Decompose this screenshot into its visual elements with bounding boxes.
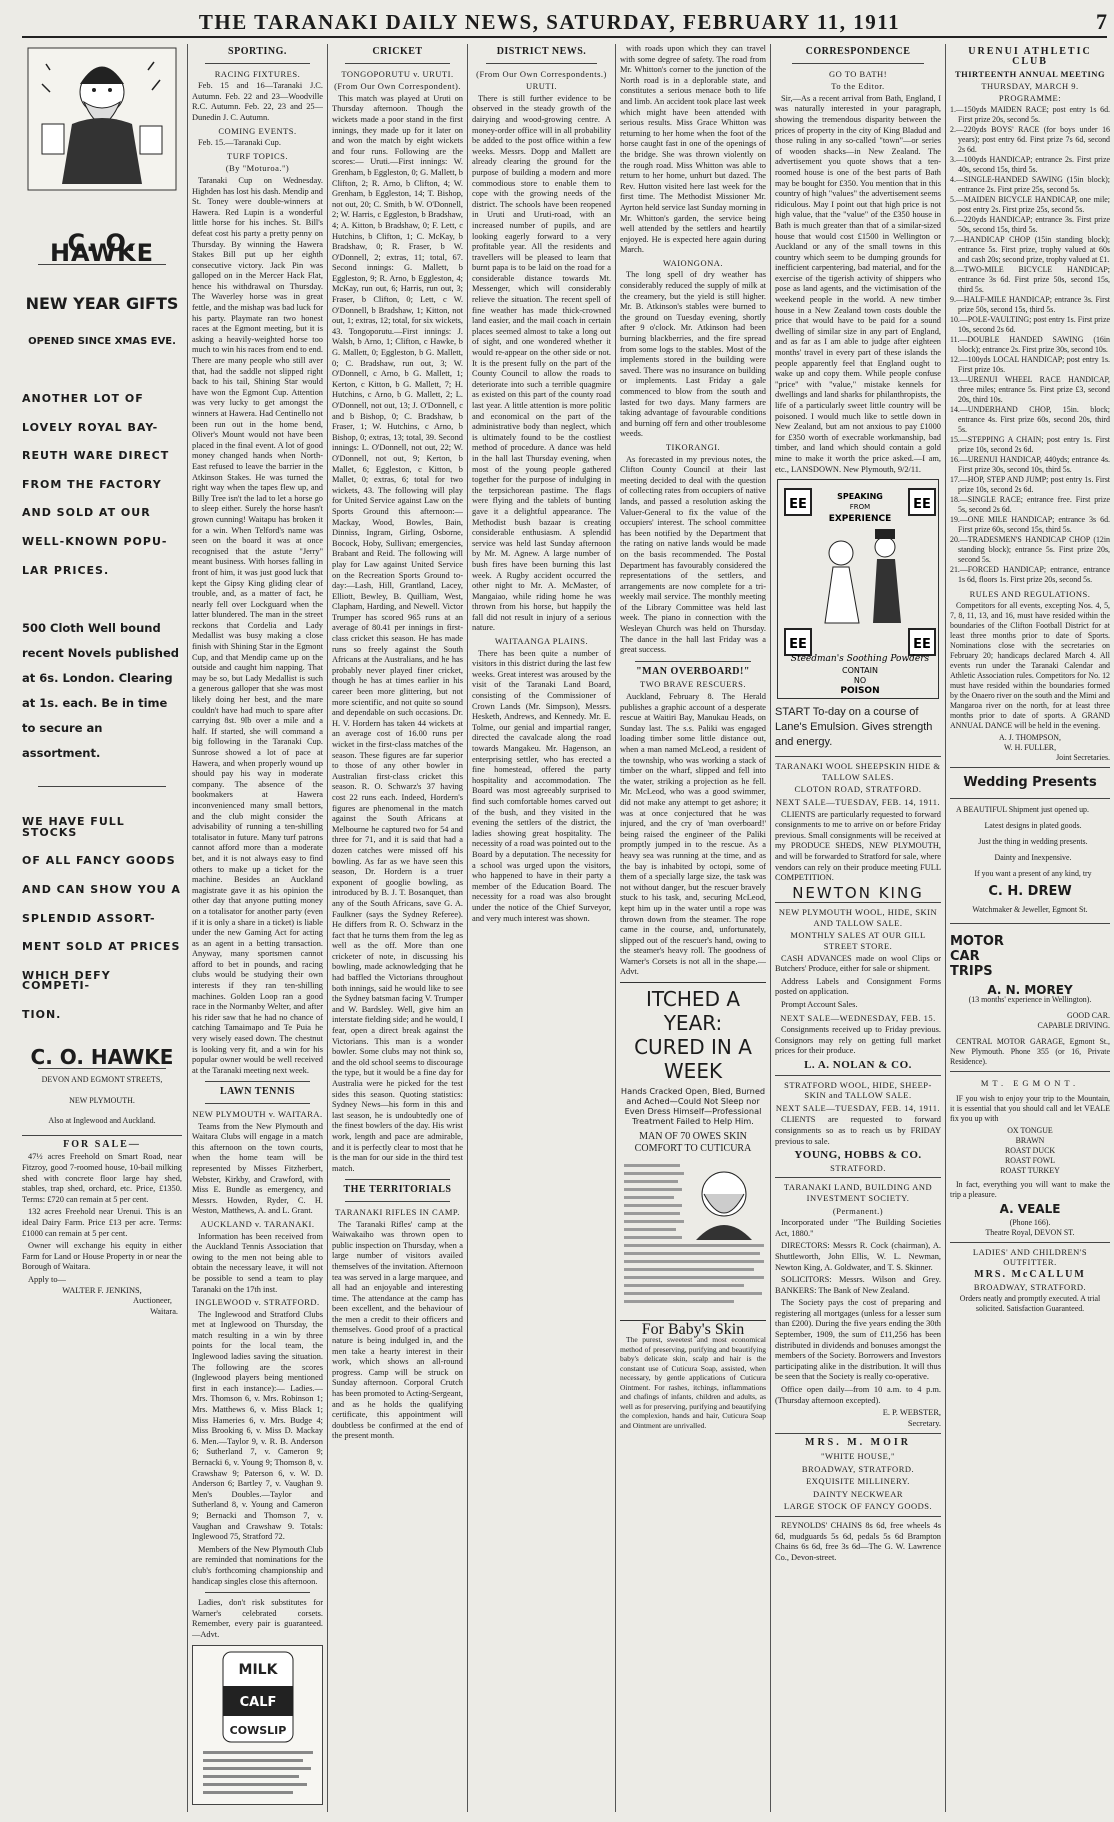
shop-name-footer: C. O. HAWKE <box>30 1045 174 1070</box>
no-text: NO <box>853 676 867 686</box>
stratford-sale-heading: STRATFORD WOOL, HIDE, SHEEP-SKIN and TALLOW SALE. <box>784 1079 932 1101</box>
divider <box>345 63 450 64</box>
egmont-text: IF you wish to enjoy your trip to the Mountain, it is essential that you should call and let VEALE fix you up with <box>950 1094 1110 1123</box>
ad-line: ANOTHER LOT OF <box>22 391 144 405</box>
prompt-sales: Prompt Account Sales. <box>781 1000 858 1010</box>
trips-word: TRIPS <box>950 964 993 979</box>
stock-line: AND CAN SHOW YOU A <box>22 882 181 896</box>
next-sale: NEXT SALE—TUESDAY, FEB. 14, 1911. <box>775 1102 941 1113</box>
directors: DIRECTORS: Messrs R. Cock (chairman), A. Shuttleworth, John Ellis, W. L. Newman, Newton King, A. Goldwater, and T. S. Skinner. <box>775 1241 941 1272</box>
next-sale: NEXT SALE—WEDNESDAY, FEB. 15. <box>780 1012 936 1023</box>
continued-text: with roads upon which they can travel with some degree of safety. The road from Mr. Whitton's corner to the junction of the North road is in a deplorable state, and constitutes a serious menace both to life and limb. An accident took place last week which might have been attended with serious results. Miss Grace Whitton was returning to her home when the foot of the horse caught fast in one of the openings of the bridge. She was thrown violently on the rough road. Miss Whitton was able to return to her home, unhurt but dazed. The Rev. Hutton visited here last week for the first time. The Methodist Missioner Mr. Ayrton held service last Sunday morning in Mr. Whitton's garden, the service being well attended by the settlers and heartily enjoyed. He is expected here again during March. <box>620 44 766 255</box>
divider <box>345 1201 450 1202</box>
column-correspondence <box>775 44 941 1812</box>
rules-heading: RULES AND REGULATIONS. <box>969 589 1091 599</box>
menu-item: BRAWN <box>1015 1136 1045 1145</box>
cricket-match-heading: TONGOPORUTU v. URUTI. <box>341 68 454 79</box>
shipment-text: A BEAUTIFUL Shipment just opened up. <box>956 805 1089 814</box>
address-labels: Address Labels and Consignment Forms posted on application. <box>775 976 941 997</box>
turf-topics-heading: TURF TOPICS. <box>227 150 288 161</box>
divider <box>775 1075 941 1076</box>
event-item: 9.—HALF-MILE HANDICAP; entrance 3s. First prize 50s, second 15s, third 5s. <box>950 295 1110 314</box>
cowslip-word: CALF <box>239 1694 277 1710</box>
column-rule <box>327 44 328 1812</box>
event-item: 14.—UNDERHAND CHOP, 15in. block; entrance 4s. First prize 60s, second 20s, third 5s. <box>950 405 1110 434</box>
waitaanga-heading: WAITAANGA PLAINS. <box>494 636 589 647</box>
menu-item: ROAST FOWL <box>1004 1156 1056 1165</box>
shop-town: NEW PLYMOUTH. <box>69 1095 135 1105</box>
svg-text:EE: EE <box>789 497 807 513</box>
event-item: 21.—FORCED HANDICAP; entrance, entrance 1s 6d, floors 1s. First prize 20s, second 5s. <box>950 565 1110 584</box>
event-item: 11.—DOUBLE HANDED SAWING (16in block); entrance 2s. First prize 30s, second 10s. <box>950 335 1110 354</box>
bath-heading: GO TO BATH! <box>828 68 888 79</box>
territorials-text: The Taranaki Rifles' camp at the Waiwakaiho was thrown open to public inspection on Thursday, when a large number of visitors availed themselves of the invitation. Afternoon tea was served in a large marquee, and all had an enjoyable and interesting time. The attendance at the camp has been excellent, and the behaviour of the men a credit to their officers and themselves. Good proof of a practical nature is being indulged in, and the men take a hearty interest in their work, which shows an all-round progress. Camp will be struck on Sunday afternoon. Corporal Crutch has been promoted to Acting-Sergeant, and as he holds the qualifying certificate, this appointment will doubtless be confirmed at the end of the present month. <box>332 1219 463 1441</box>
fixtures-text: Feb. 15 and 16—Taranaki J.C. Autumn. Feb. 22 and 23—Woodville R.C. Autumn. Feb. 22, 23 and 25—Dunedin J. C. Autumn. <box>192 81 323 122</box>
column-district-news <box>472 44 611 1812</box>
poison-text: POISON <box>840 686 880 696</box>
rescuers-heading: TWO BRAVE RESCUERS. <box>640 679 746 690</box>
mccallum-name: MRS. McCALLUM <box>974 1269 1086 1280</box>
tennis-text: The Inglewood and Stratford Clubs met at Inglewood on Thursday, the match resulting in a win by three points for the local team, the Inglewood ladies saving the situation. The following are the scores (Inglewood players being mentioned first in each instance):— Ladies.—Mrs. Thomson 6, v. Mrs. Robinson 1; Mrs. Matthews 6, v. Miss Black 1; Miss Hameries 6, v. Mrs. Budge 4; Miss Brooking 6, v. Miss D. Mackay 6. Men.—Taylor 9, v. R. B. Anderson 6; Sutherland 7, v. Cameron 9; Bernacki 6, v. Young 9; Thomson 8, v. Crawshaw 9; Paterson 6, v. W. D. Anderson 6; Bartley 7, v. Vaughan 9. Men's Doubles.—Taylor and Sutherland 8, v. Young and Cameron 9; Bernacki and Thomson 7, v. Vaughan and Crawshaw 9. Totals: Inglewood 75, Stratford 72. <box>192 1309 323 1542</box>
young-hobbs-town: STRATFORD. <box>830 1162 886 1173</box>
annual-meeting: THIRTEENTH ANNUAL MEETING <box>954 69 1106 79</box>
permanent: (Permanent.) <box>832 1205 884 1216</box>
divider <box>792 63 925 64</box>
novels-text: 500 Cloth Well bound recent Novels published at 6s. London. Clearing at 1s. each. Be in time to secure an assortment. <box>22 621 179 761</box>
joint-secretaries: Joint Secretaries. <box>1056 753 1110 762</box>
stock-line: WHICH DEFY COMPETI- <box>22 968 111 993</box>
secretary-name: E. P. WEBSTER, <box>882 1408 941 1418</box>
trip-text: In fact, everything you will want to make the trip a pleasure. <box>950 1180 1110 1199</box>
divider <box>775 1177 941 1178</box>
wedding-presents-heading: Wedding Presents <box>963 775 1097 790</box>
corset-advert: Ladies, don't risk substitutes for Warner's celebrated corsets. Remember, every pair is guaranteed.—Advt. <box>192 1598 323 1639</box>
ad-line: AND SOLD AT OUR <box>22 506 151 520</box>
new-year-gifts-heading: NEW YEAR GIFTS <box>25 293 179 313</box>
uruti-text: There is still further evidence to be observed in the steady growth of the dairying and wood-growing centre. A money-order office will in all probability be added to the post office within a few weeks. Messrs. Dopp and Mallett are already clearing the ground for the purpose of building a modern and more commodious store to enable them to cope with the growing needs of the district. The schools have been reopened in Uruti and Uruti-road, with an increased number of pupils, and are looking eagerly forward to a very profitable year. All the residents and travellers will be pleased to learn that burnt papa is to be laid on the road for a considerable distance towards Mt. Messenger, which will considerably relieve the situation. The recent spell of fine weather has made thick-crowned land easier, and the mail coach in certain places seemed almost to take a long out of sight, and one wondered whether it would re-appear on the other side or not. It is the present fully on the part of the County Council to allow the roads to deteriorate into such a terrible quagmire as existed on this part of the county road last year. A little attention is more politic and economical on the part of the administrative body than neglect, which is ultimately found to be the costliest method of procedure. A dance was held in the hall last Thursday evening, when most of the young people gathered together for the purpose of indulging in the terpsichorean pastime. The flags were flying and the tablets of bunting gave it a delightful appearance. The Methodist bush bazaar is creating considerable enthusiasm. A splendid service was held last Sunday afternoon by Mr. M. Agnew. A large number of bush fires have been burning this last week. A Rugby accident occurred the other night to Mr. A. McMaster, of Mangaiao, while riding home he was thrown from his horse, but happily the fall did not result in injury of a serious nature. <box>472 93 611 633</box>
divider <box>205 63 310 64</box>
column-rule <box>467 44 468 1812</box>
ad-line: FROM THE FACTORY <box>22 477 162 491</box>
tennis-match-heading: NEW PLYMOUTH v. WAITARA. <box>192 1109 323 1119</box>
event-item: 4.—SINGLE-HANDED SAWING (15in block); entrance 2s. First prize 25s, second 5s. <box>950 175 1110 194</box>
column-hawke-ad <box>22 44 182 1812</box>
shop-name: C. O. HAWKE <box>49 228 155 268</box>
event-item: 12.—100yds LOCAL HANDICAP; post entry 1s. First prize 10s. <box>950 355 1110 374</box>
incorporated: Incorporated under "The Building Societies Act, 1880." <box>775 1218 941 1238</box>
opened-since-xmas: OPENED SINCE XMAS EVE. <box>28 336 176 348</box>
office-hours: Office open daily—from 10 a.m. to 4 p.m. (Thursday afternoon excepted). <box>775 1385 941 1405</box>
young-hobbs-name: YOUNG, HOBBS & CO. <box>794 1149 922 1162</box>
coming-events-text: Feb. 15.—Taranaki Cup. <box>198 138 281 148</box>
cowslip-calf-milk-advert <box>192 1645 323 1805</box>
divider <box>775 756 941 757</box>
steedman-illustration <box>781 483 939 695</box>
just-the-thing: Just the thing in wedding presents. <box>978 837 1088 846</box>
overboard-text: Auckland, February 8. The Herald publishes a graphic account of a desperate rescue at Waitiri Bay, Manukau Heads, on Sunday last. The s.s. Paliki was engaged loading timber some little distance out, when a man named McLeod, a resident of the township, who was working a stack of timber on the wharf, slipped and fell into the water, striking a projection as he fell. Mr. McLeod, who was a good swimmer, did not make any attempt to get ashore; it was at once conjectured that he was injured, and the cry of 'man overboard!' being raised the engineer of the Paliki promptly jumped in to the rescue. As a heavy sea was running at the time, and as the bay is inhabited by octopi, some of them of a specially large size, the task was not without danger, but the rescuer bravely stuck to his task, and, securing McLeod, kept him up in the water until a rope was thrown down from the steamer. The rope came in the course, and, unfortunately, slipped out of the rescuer's hand, owing to the steamer's heavy roll. The goodness of Warner's Corsets is not all in the shape.—Advt. <box>620 692 766 977</box>
waitaanga-text: There has been quite a number of visitors in this district during the last few weeks. Great interest was aroused by the visit of the Taranaki Land Board, consisting of the Commissioner of Crown Lands (Mr. Simpson), Messrs. Hesketh, Andrews, and Kennedy. Mr. E. Tolme, our genial and impartial ranger, directed the cavalcade along the road towards Mangakeu. Mr. Hagenson, an enterprising settler, who has erected a fine homestead, offered the party hospitality and accommodation. The Board was most agreeably surprised to find such comfortable homes carved out of the bush, and they visited in the evening the settlers of the district, the ladies showing great hospitality. The necessity of a road was pointed out to the Board by a deputation. The necessity for a school was urged upon the visitors, who happened to have in their party a member of the Education Board. The necessity for a road was also brought under the notice of the Chief Surveyor, and very much interest was shown. <box>472 648 611 923</box>
waiongona-heading: WAIONGONA. <box>662 257 723 268</box>
itched-heading: ITCHED A YEAR: <box>645 987 741 1036</box>
want-present: If you want a present of any kind, try <box>974 869 1092 878</box>
next-sale: NEXT SALE—TUESDAY, FEB. 14, 1911. <box>775 796 941 807</box>
for-sale-text: 47½ acres Freehold on Smart Road, near Fitzroy, good 7-roomed house, 10-bail milking shed with concrete floor large hay shed, stables, trap shed, orchard, etc. Price, £1350. Terms: £720 can remain at 5 per cent. <box>22 1152 182 1204</box>
menu-item: OX TONGUE <box>1007 1126 1053 1135</box>
building-society-heading: TARANAKI LAND, BUILDING AND INVESTMENT SOCIETY. <box>783 1182 933 1203</box>
divider <box>635 661 752 662</box>
tennis-text: Information has been received from the Auckland Tennis Association that owing to the men not being able to obtain the necessary leave, it will not be possible to send a team to play Taranaki on the 17th inst. <box>192 1231 323 1294</box>
to-editor: To the Editor. <box>831 81 885 92</box>
fancy-goods: LARGE STOCK OF FANCY GOODS. <box>783 1501 933 1512</box>
cowslip-brand: COWSLIP <box>229 1723 287 1737</box>
for-sale-text: Owner will exchange his equity in either Farm for Land or House Property in or near the Borough of Waitara. <box>22 1241 182 1272</box>
car-word: CAR <box>950 949 980 964</box>
stock-line: WE HAVE FULL STOCKS <box>22 815 125 839</box>
cured-heading: CURED IN A WEEK <box>634 1035 752 1084</box>
latest-designs: Latest designs in plated goods. <box>984 821 1082 830</box>
reynolds-advert: REYNOLDS' CHAINS 8s 6d, free wheels 4s 6d, mudguards 5s 6d, pedals 5s 6d Brampton Chains 6s 6d, free 3s 6d—The G. W. Lawrence Co., Devon-street. <box>775 1520 941 1562</box>
nk-sale-heading: NEW PLYMOUTH WOOL, HIDE, SKIN AND TALLOW SALE. <box>778 907 938 928</box>
cricket-heading: CRICKET <box>372 46 423 57</box>
motor-word: MOTOR <box>950 934 1004 949</box>
stock-line: SPLENDID ASSORT- <box>22 911 156 925</box>
column-news-cuticura <box>620 44 766 1812</box>
secretary-title: Secretary. <box>907 1418 941 1428</box>
event-item: 19.—ONE MILE HANDICAP; entrance 3s 6d. First prize 60s, second 15s, third 5s. <box>950 515 1110 534</box>
waiongona-text: The long spell of dry weather has considerably reduced the supply of milk at the creamery, but the yield is still higher. Mr. B. Atkinson's stables were burned to the ground on Tuesday evening, shortly after 9 o'clock. Mr. Atkinson had been burning blackberries, and the fire spread from some logs to the stables. Most of the implements stored in the building were saved. There was no insurance on building or implements. Last Friday a gale commenced to blow from the south and lasted for two days. Many farmers are taking advantage of favourable conditions and burning off fern and other troublesome weeds. <box>620 270 766 439</box>
event-item: 1.—150yds MAIDEN RACE; post entry 1s 6d. First prize 20s, second 5s. <box>950 105 1110 124</box>
column-rule <box>945 44 946 1812</box>
newton-king-name: NEWTON KING <box>792 883 924 902</box>
contain-text: CONTAIN <box>842 666 878 676</box>
garage-text: CENTRAL MOTOR GARAGE, Egmont St., New Plymouth. Phone 355 (or 16, Private Residence). <box>950 1037 1110 1066</box>
svg-text:EE: EE <box>913 637 931 653</box>
for-sale-text: 132 acres Freehold near Urenui. This is an ideal Dairy Farm. Price £13 per acre. Terms: £1000 can remain at 5 per cent. <box>22 1207 182 1238</box>
divider <box>38 786 166 787</box>
event-item: 20.—TRADESMEN'S HANDICAP CHOP (12in standing block); entrance 5s. First prize 20s, second 5s. <box>950 535 1110 564</box>
baby-skin-heading: For Baby's Skin <box>620 1320 766 1336</box>
stock-line: MENT SOLD AT PRICES <box>22 940 181 954</box>
ad-line: LAR PRICES. <box>22 563 110 577</box>
uruti-heading: URUTI. <box>525 81 558 92</box>
letter-text: Sir,—As a recent arrival from Bath, England, I was naturally interested in your paragraph, showing the tremendous disparity between the prices of property in the city of King Bladud and those ruling in any so-called "town"—or series of wooden shacks—in New Zealand. The advertisement you quote shows that a ten-roomed house is one of the best parts of Bath may be bought for £350. You mention that in this country of high "values" the advertisement seems ridiculous. May I point out that high price is not high value, that the "value" of the £350 house in Bath is much greater than that of a similar-sized house that would cost £1500 in Wellington or Auckland or any of the small towns in this country which seem to be dumping grounds for inefficient carpentering, bad material, and for the exercise of the tigerish activity of shippers who pose as land agents, and the victimisation of the weekend people in the world. A new timber house in a New Zealand town costs double the price that would have to be paid for a sound dwelling of similar size in any part of England, and as far as I am able to judge after eighteen months' travel in every part of these islands the people apparently feel that England ought to wake up and copy them. While people confuse "price" with "value," mistake kennels for dwellings and land sharks for philanthropists, the life of a particularly sweet little country will be poisoned. I would much like to settle down in New Zealand, but am not anxious to pay £1000 for £350 worth of execrable workmanship, bad timber, and land which should contain a gold mine to make it worth the price asked.—I am, etc., LANSDOWN. New Plymouth, 9/2/11. <box>775 93 941 474</box>
cricket-text: This match was played at Uruti on Thursday afternoon. Though the wickets made a poor stand in the first innings, they made up for it later on and won the match by eight wickets and four runs. Following are the scores:— Uruti.—First innings: W. Grenham, b Eggleston, 0; G. Mallett, b Clifton, 2; R. Arno, b Clifton, 4; W. Grenham, b Eggleston, 14; T. Bishop, not out, 20; C. Smith, b W. O'Donnell, 2; W. Harris, c Eggleston, b Bradshaw, 4; A. Kitton, b Bradshaw, 0; F. Lett, c Hutchins, b Clifton, 1; C. McKay, b Bradshaw, 0; R. Fraser, b W. O'Donnell, 2; extras, 11; total, 67. Second innings: G. Mallett, b Eggleston, 9; R. Arno, b Eggleston, 4; McKay, run out, 6; Harris, run out, 3; Fraser, b Clifton, 0; Lett, c W. O'Donnell, b Bradshaw, 1; Kitton, not out, 1; extras, 12; total, for six wickets, 43. Tongoporutu.—First innings: J. Walsh, b Arno, 1; Clifton, c Hawke, b G. Mallett, 0; Eggleston, b G. Mallett, 0; C. Bradshaw, run out, 3; W. O'Donnell, c Arno, b G. Mallett, 1; Kerton, c Kitton, b G. Mallett, 7; H. Hutchins, c Arno, b G. Mallett, 2; L. O'Donnell, not out, 13; J. O'Donnell, c and b Bishop, 0; C. Bradshaw, b Fraser, 1; W. Hutchins, c Arno, b Bishop, 0; extras, 13; total, 39. Second innings: L. O'Donnell, not out, 22; W. O'Donnell, not out, 9; Kerton, b Mallet, 6; Eggleston, c Kitton, b Mallet, 0; extras, 6; total for two wickets, 43. The following will play for United Service against Law on the Sports Ground this afternoon:—Mackay, Wood, Bowles, Bain, Dinniss, Ingram, Girling, Osborne, Bocock, Hoby, Sullivan; emergencies, Brabant and Reid. The following will play for Law against United Service on the Recreation Sports Ground to-day:—Lash, Hill, Grantland, Lacey, Elliott, Bewley, B. Quilliam, West, Clapham, Harding, and Newell. Victor Trumper has scored 965 runs at an average of 80.41 per innings in first-class cricket this season. He has made runs so freely against the South Africans at the Australians, and he has probably never played finer cricket, though he has at times earlier in his career been more glittering, but not more scientific, and not quite so sound and dependable on such occasions. Dr. H. V. Hordern has taken 44 wickets at an average cost of 16.00 runs per wicket in the first-class matches of the season. These figures are far superior to those of any other bowler in Australian first-class cricket this season. R. O. Schwarz's 37 having cost 22 runs each. Indeed, Hordern's figures are phenomenal in the match against the South Africans at Melbourne he captured two for 54 and three for 71, and it is said that had a dozen catches were missed off his bowling. As far as we have seen this season, Dr. Hordern is a truer exponent of googlie bowling, as introduced by B. J. T. Bosanquet, than any of the South Africans, save G. A. Faulkner (says the Sydney Referee). He differs from R. O. Schwarz in the fact that he turns them from the leg as well as the off. More than one cricketer of note, in discussing his bowling, made acknowledging that he had baffled the Victorians throughout both innings, said he would like to see the Sydney batsman facing V. Trumper and W. Bardsley. Well, give him an interstate fielding side; and he would, I fear, open a direct break against the Victorians. This man is a wonder bowler. Some clubs may not think so, and the old school seems to discourage the type, but it would be a fine day for Australia were he picked for the test sides this season. Quoting statistics: Sydney News—his form in this and last season, he is undoubtedly one of the finest bowlers of the day. His wrist work, length and pace are admirable, and it is perfectly clear to most that he is the man for our side in the third test match. <box>332 93 463 1173</box>
consignments-text: Consignments received up to Friday previous. Consignors may rely on getting full market prices for their produce. <box>775 1025 941 1056</box>
speaking-text: SPEAKING <box>837 492 883 502</box>
capable-driving: CAPABLE DRIVING. <box>1037 1021 1110 1030</box>
racing-fixtures-heading: RACING FIXTURES. <box>214 68 301 79</box>
moir-name: MRS. M. MOIR <box>805 1437 911 1449</box>
event-item: 18.—SINGLE RACE; entrance free. First prize 5s, second 2s 6d. <box>950 495 1110 514</box>
baby-skin-text: The purest, sweetest and most economical method of preserving, purifying and beautifying baby's delicate skin, scalp and hair is the constant use of Cuticura Soap, assisted, when necessary, by gentle applications of Cuticura Ointment. For rashes, itchings, inflammations and chafings of infants, children and adults, as well as for preserving, purifying and beautifying the complexion, hands and hair, Cuticura Soap and Ointment are unrivalled. <box>620 1335 766 1430</box>
event-item: 17.—HOP, STEP AND JUMP; post entry 1s. First prize 10s, second 2s 6d. <box>950 475 1110 494</box>
correspondence-heading: CORRESPONDENCE <box>805 46 911 57</box>
divider <box>950 798 1110 799</box>
clients-text: CLIENTS are particularly requested to forward consignments to me to arrive on or before Friday previous. Small consignments will be received at my PRODUCE SHEDS, NEW PLYMOUTH, and will be forwarded to Stratford for sale, where vendors can rely on their produce meeting FULL COMPETITION. <box>775 809 941 883</box>
secretary-name: W. H. FULLER, <box>1003 743 1057 752</box>
father-christmas-illustration <box>22 44 182 194</box>
menu-item: ROAST TURKEY <box>1000 1166 1060 1175</box>
stock-lines <box>22 817 182 1020</box>
taranaki-wool-heading: TARANAKI WOOL SHEEPSKIN HIDE & TALLOW SALES. <box>775 761 941 782</box>
divider <box>22 1135 182 1136</box>
broadway: BROADWAY, STRATFORD. <box>801 1463 915 1474</box>
from-text: FROM <box>849 503 871 512</box>
svg-text:EE: EE <box>789 637 807 653</box>
divider <box>205 1103 310 1104</box>
dainty: Dainty and Inexpensive. <box>994 853 1072 862</box>
cash-advances: CASH ADVANCES made on wool Clips or Butchers' Produce, either for sale or shipment. <box>775 953 941 974</box>
territorials-subheading: TARANAKI RIFLES IN CAMP. <box>335 1206 460 1217</box>
cowslip-title: MILK <box>238 1661 278 1678</box>
veale-name: A. VEALE <box>999 1202 1061 1216</box>
rules-text: Competitors for all events, excepting Nos. 4, 5, 7, 8, 11, 13, and 16, must have resided within the boundaries of the Clifton Football District for at least three months prior to date of Sports. Nominations close with the secretaries on February 20; handicaps declared March 4. All events run under the Taranaki Calendar and Athletic Association rules. Competitors for No. 12 must have resided within the boundaries formed by the Onaero river on the south and the Mimi and Mangaroa river on the north, for at least three months prior to date of sports. A GRAND ANNUAL DANCE will be held in the evening. <box>950 601 1110 730</box>
ad-line: LOVELY ROYAL BAY- <box>22 420 159 434</box>
morey-name: A. N. MOREY <box>987 983 1073 997</box>
event-item: 16.—URENUI HANDICAP, 440yds; entrance 4s. First prize 30s, second 10s, third 5s. <box>950 455 1110 474</box>
stock-line: OF ALL FANCY GOODS <box>22 854 176 868</box>
divider <box>775 902 941 903</box>
events-list <box>950 105 1110 585</box>
agent-role: Auctioneer, <box>133 1296 172 1306</box>
divider <box>205 1592 310 1593</box>
mccallum-address: BROADWAY, STRATFORD. <box>973 1282 1087 1292</box>
divider <box>950 923 1110 924</box>
event-item: 6.—220yds HANDICAP; entrance 3s. First prize 50s, second 15s, third 5s. <box>950 215 1110 234</box>
neckwear: DAINTY NECKWEAR <box>812 1488 904 1499</box>
svg-text:EE: EE <box>913 497 931 513</box>
shop-branches: Also at Inglewood and Auckland. <box>48 1116 156 1126</box>
cuticura-advert <box>620 982 766 1430</box>
programme-heading: PROGRAMME: <box>998 93 1062 103</box>
portrait-illustration <box>620 1160 766 1310</box>
divider <box>205 1081 310 1082</box>
ad-lines <box>22 391 182 577</box>
man-overboard-heading: "MAN OVERBOARD!" <box>636 665 750 677</box>
tennis-text: Members of the New Plymouth Club are reminded that nominations for the club's forthcoming championship and handicap singles close this afternoon. <box>192 1544 323 1586</box>
coming-events-heading: COMING EVENTS. <box>218 125 297 136</box>
apply-to: Apply to— <box>28 1274 66 1284</box>
agent-town: Waitara. <box>150 1306 178 1316</box>
divider <box>775 1433 941 1434</box>
ad-line: REUTH WARE DIRECT <box>22 449 170 463</box>
divider <box>950 767 1110 768</box>
veale-address: Theatre Royal, DEVON ST. <box>985 1228 1075 1237</box>
nk-monthly: MONTHLY SALES AT OUR GILL STREET STORE. <box>790 930 926 952</box>
shop-address: DEVON AND EGMONT STREETS, <box>41 1075 163 1085</box>
ad-line: WELL-KNOWN POPU- <box>22 534 168 548</box>
mt-egmont-heading: MT. EGMONT. <box>980 1078 1080 1088</box>
millinery: EXQUISITE MILLINERY. <box>806 1476 910 1487</box>
event-item: 2.—220yds BOYS' RACE (for boys under 16 years); post entry 6d. First prize 7s 6d, second 2s 6d. <box>950 125 1110 154</box>
solicitors: SOLICITORS: Messrs. Wilson and Grey. BANKERS: The Bank of New Zealand. <box>775 1275 941 1295</box>
sporting-heading: SPORTING. <box>228 46 287 57</box>
club-name: URENUI ATHLETIC CLUB <box>968 46 1092 67</box>
divider <box>775 1516 941 1517</box>
lawn-tennis-heading: LAWN TENNIS <box>219 1086 296 1098</box>
stock-line: TION. <box>22 1007 62 1021</box>
column-cricket <box>332 44 463 1812</box>
tikorangi-heading: TIKORANGI. <box>665 441 721 452</box>
masthead <box>22 8 1107 38</box>
steedman-name: Steedman's Soothing Powders <box>790 654 930 665</box>
territorials-heading: THE TERRITORIALS <box>343 1184 452 1196</box>
itched-sub: Hands Cracked Open, Bled, Burned and Ached—Could Not Sleep nor Even Dress Himself—Professional Treatment Failed to Help Him. <box>620 1086 766 1127</box>
event-item: 5.—MAIDEN BICYCLE HANDICAP, one mile; post entry 2s. First prize 25s, second 5s. <box>950 195 1110 214</box>
good-car: GOOD CAR. <box>1067 1011 1110 1020</box>
orders-text: Orders neatly and promptly executed. A trial solicited. Satisfaction Guaranteed. <box>959 1294 1101 1313</box>
veale-phone: (Phone 166). <box>1009 1218 1051 1227</box>
meeting-date: THURSDAY, MARCH 9. <box>981 81 1079 91</box>
district-news-heading: DISTRICT NEWS. <box>496 46 587 57</box>
event-item: 3.—100yds HANDICAP; entrance 2s. First prize 40s, second 15s, third 5s. <box>950 155 1110 174</box>
event-item: 8.—TWO-MILE BICYCLE HANDICAP; entrance 3s 6d. First prize 50s, second 15s, third 5s. <box>950 265 1110 294</box>
for-sale-heading: FOR SALE— <box>63 1138 141 1150</box>
tennis-match-heading: INGLEWOOD v. STRATFORD. <box>195 1297 320 1308</box>
divider <box>950 1071 1110 1072</box>
event-item: 13.—URENUI WHEEL RACE HANDICAP, three miles; entrance 5s. First prize £3, second 20s, third 10s. <box>950 375 1110 404</box>
column-rule <box>187 44 188 1812</box>
tennis-text: Teams from the New Plymouth and Waitara Clubs will engage in a match this afternoon on the town courts, when the home team will be represented by Misses Fitzherbert, Webster, Kirkby, and Crawford, with Miss E. Bundle as emergency, and Messrs. Howden, Ryder, C. H. Weston, Matthews, A. and L. Grant. <box>192 1121 323 1216</box>
district-byline: (From Our Own Correspondents.) <box>476 68 607 79</box>
steedman-advert <box>777 479 939 699</box>
milk-tin-icon <box>193 1646 322 1804</box>
clients-text: CLIENTS are requested to forward consignments so as to reach us by FRIDAY previous to sale. <box>775 1115 941 1146</box>
turf-byline: (By "Moturoa.") <box>225 163 290 174</box>
turf-text: Taranaki Cup on Wednesday. Highden has lost his dash. Mendip and St. Toney were double-winners at Hawera. Red Lupin is a wonderful little horse for his inches. St. Bill's defeat cost his party a pretty penny on Thursday. By winning the Hawera Stakes Bill put up her eighth consecutive victory. Jack Pin was galloped on in the Mercer Hack Flat, hence his withdrawal on Thursday. The Waverley horse was in great fettle, and the mishap was bad luck for his party. Playmate ran two honest races at the Egmont meeting, but it is asking a heavily-weighted horse too much to win his races from end to end. There are many people who still aver that, had the saddle not slipped right back to his tail, Shining Star would have won the Egmont Cup. Attention was very lucky to get amongst the winners at Hawera. Had Centinello not been run out in the home bend, Oliver's Mount would not have been placed in the final event. A lot of good money changed hands when North-East refused to leave the barrier in the Atkinson Stakes. He was turned the right way when the tapes flew up, and Billy Tree isn't the lad to let a horse go to sleep either. Surely the horse hasn't grown cunning! Waitapu has broken it for a win. When Telford's name was seen on the board it was at once recognised that the astute "Jerry" meant business. With horses falling in front of him, it was just good luck that kept the Gipsy King gliding clear of trouble, and, as a matter of fact, he nearly fell over Lockguard when the latter blundered. The man in the street reckons that Cordelia and Lady Medallist was busy making a close finish with Shining Star in the Egmont Cup, and that Mendip came up on the outside and caught him napping. That may be so, but Lady Medallist is such a generous galloper that she was most likely doing her best, and the mare couldn't have had much to spare after carrying 8st. 9lb over a mile and a half. If started, she will command a big following in the Taranaki Cup. Sunrose showed a lot of pace at Hawera, and when properly wound up should pay his way in moderate company. The absence of the bookmakers at Hawera inconvenienced many small bettors, and the club might consider the advisability of running a ten-shilling totalisator in future. Many turf patrons cannot afford more than a moderate bet, and it is not always easy to find others to make up a ticket for the machine. Besides an Auckland magistrate gave it as his opinion the other day that anyone putting money on a totalisator for another party (even if it is only a share in a ticket) is liable under the new Gaming Act for acting as an agent in a betting transaction. Anyway, many sportsmen cannot afford to bet in pounds, and racing clubs would be studying their own interests if they ran ten-shilling machines. Golden Loop ran a good race in the Normanby Welter, and after his rider saw that he had no chance of catching Tamaimapo and Te Puia he very wisely eased down. The chestnut is looking very fit, and a win for his popular owner would be well received at the Taranaki meeting next week. <box>192 175 323 1075</box>
column-rule <box>770 44 771 1812</box>
white-house: "WHITE HOUSE," <box>821 1451 895 1461</box>
morey-experience: (13 months' experience in Wellington). <box>968 995 1092 1004</box>
column-rule <box>615 44 616 1812</box>
event-item: 7.—HANDICAP CHOP (15in standing block); entrance 5s. First prize, trophy valued at 60s and cash 20s; second prize, trophy valued at £1. <box>950 235 1110 264</box>
divider <box>486 63 597 64</box>
lanes-emulsion-advert: START To-day on a course of Lane's Emulsion. Gives strength and energy. <box>775 706 933 749</box>
page-number: 7 <box>1096 9 1107 34</box>
tikorangi-text: As forecasted in my previous notes, the Clifton County Council at their last meeting decided to deal with the question of collecting rates from occupiers of native lands, and passed a resolution asking the Valuer-General to fix the value of the occupiers' interest. The school committee has been notified by the Department that the rating on native lands would be made on the basis recommended. The Postal Department has favourably considered the representations of the settlers, and arrangements are now complete for a tri-weekly mail service. The monthly meeting of the Library Committee was held last week. The piano in connection with the Wesleyan Church was held on Thursday. The dance in the hall last Friday was a great success. <box>620 454 766 655</box>
secretary-name: A. J. THOMPSON, <box>999 733 1061 742</box>
agent-name: WALTER F. JENKINS, <box>62 1285 142 1295</box>
tennis-match-heading: AUCKLAND v. TARANAKI. <box>200 1218 315 1229</box>
column-sporting <box>192 44 323 1812</box>
divider <box>345 1179 450 1180</box>
society-text: The Society pays the cost of preparing and registering all mortgages (unless for a lesser sum than £200). During the five years ending the 30th September, 1909, the sum of £11,256 has been distributed in dividends and bonuses amongst the members of the Society. Borrowers and Investors participating alike in the distribution. It will thus be seen that the Society is really co-operative. <box>775 1298 941 1382</box>
event-item: 15.—STEPPING A CHAIN; post entry 1s. First prize 10s, second 2s 6d. <box>950 435 1110 454</box>
experience-text: EXPERIENCE <box>828 514 892 525</box>
drew-sub: Watchmaker & Jeweller, Egmont St. <box>972 905 1088 914</box>
nolan-name: L. A. NOLAN & CO. <box>804 1059 912 1071</box>
newspaper-title: THE TARANAKI DAILY NEWS, SATURDAY, FEBRUARY 11, 1911 <box>198 9 901 34</box>
divider <box>950 1242 1110 1243</box>
drew-name: C. H. DREW <box>988 884 1072 899</box>
outfitter-heading: LADIES' AND CHILDREN'S OUTFITTER. <box>972 1247 1088 1267</box>
menu-item: ROAST DUCK <box>1004 1146 1056 1155</box>
man70-heading: MAN OF 70 OWES SKIN COMFORT TO CUTICURA <box>634 1131 752 1155</box>
event-item: 10.—POLE-VAULTING; post entry 1s. First prize 10s, second 2s 6d. <box>950 315 1110 334</box>
cricket-byline: (From Our Own Correspondent). <box>334 81 461 92</box>
cloton-road: CLOTON ROAD, STRATFORD. <box>794 784 922 795</box>
column-urenui-athletic <box>950 44 1110 1812</box>
